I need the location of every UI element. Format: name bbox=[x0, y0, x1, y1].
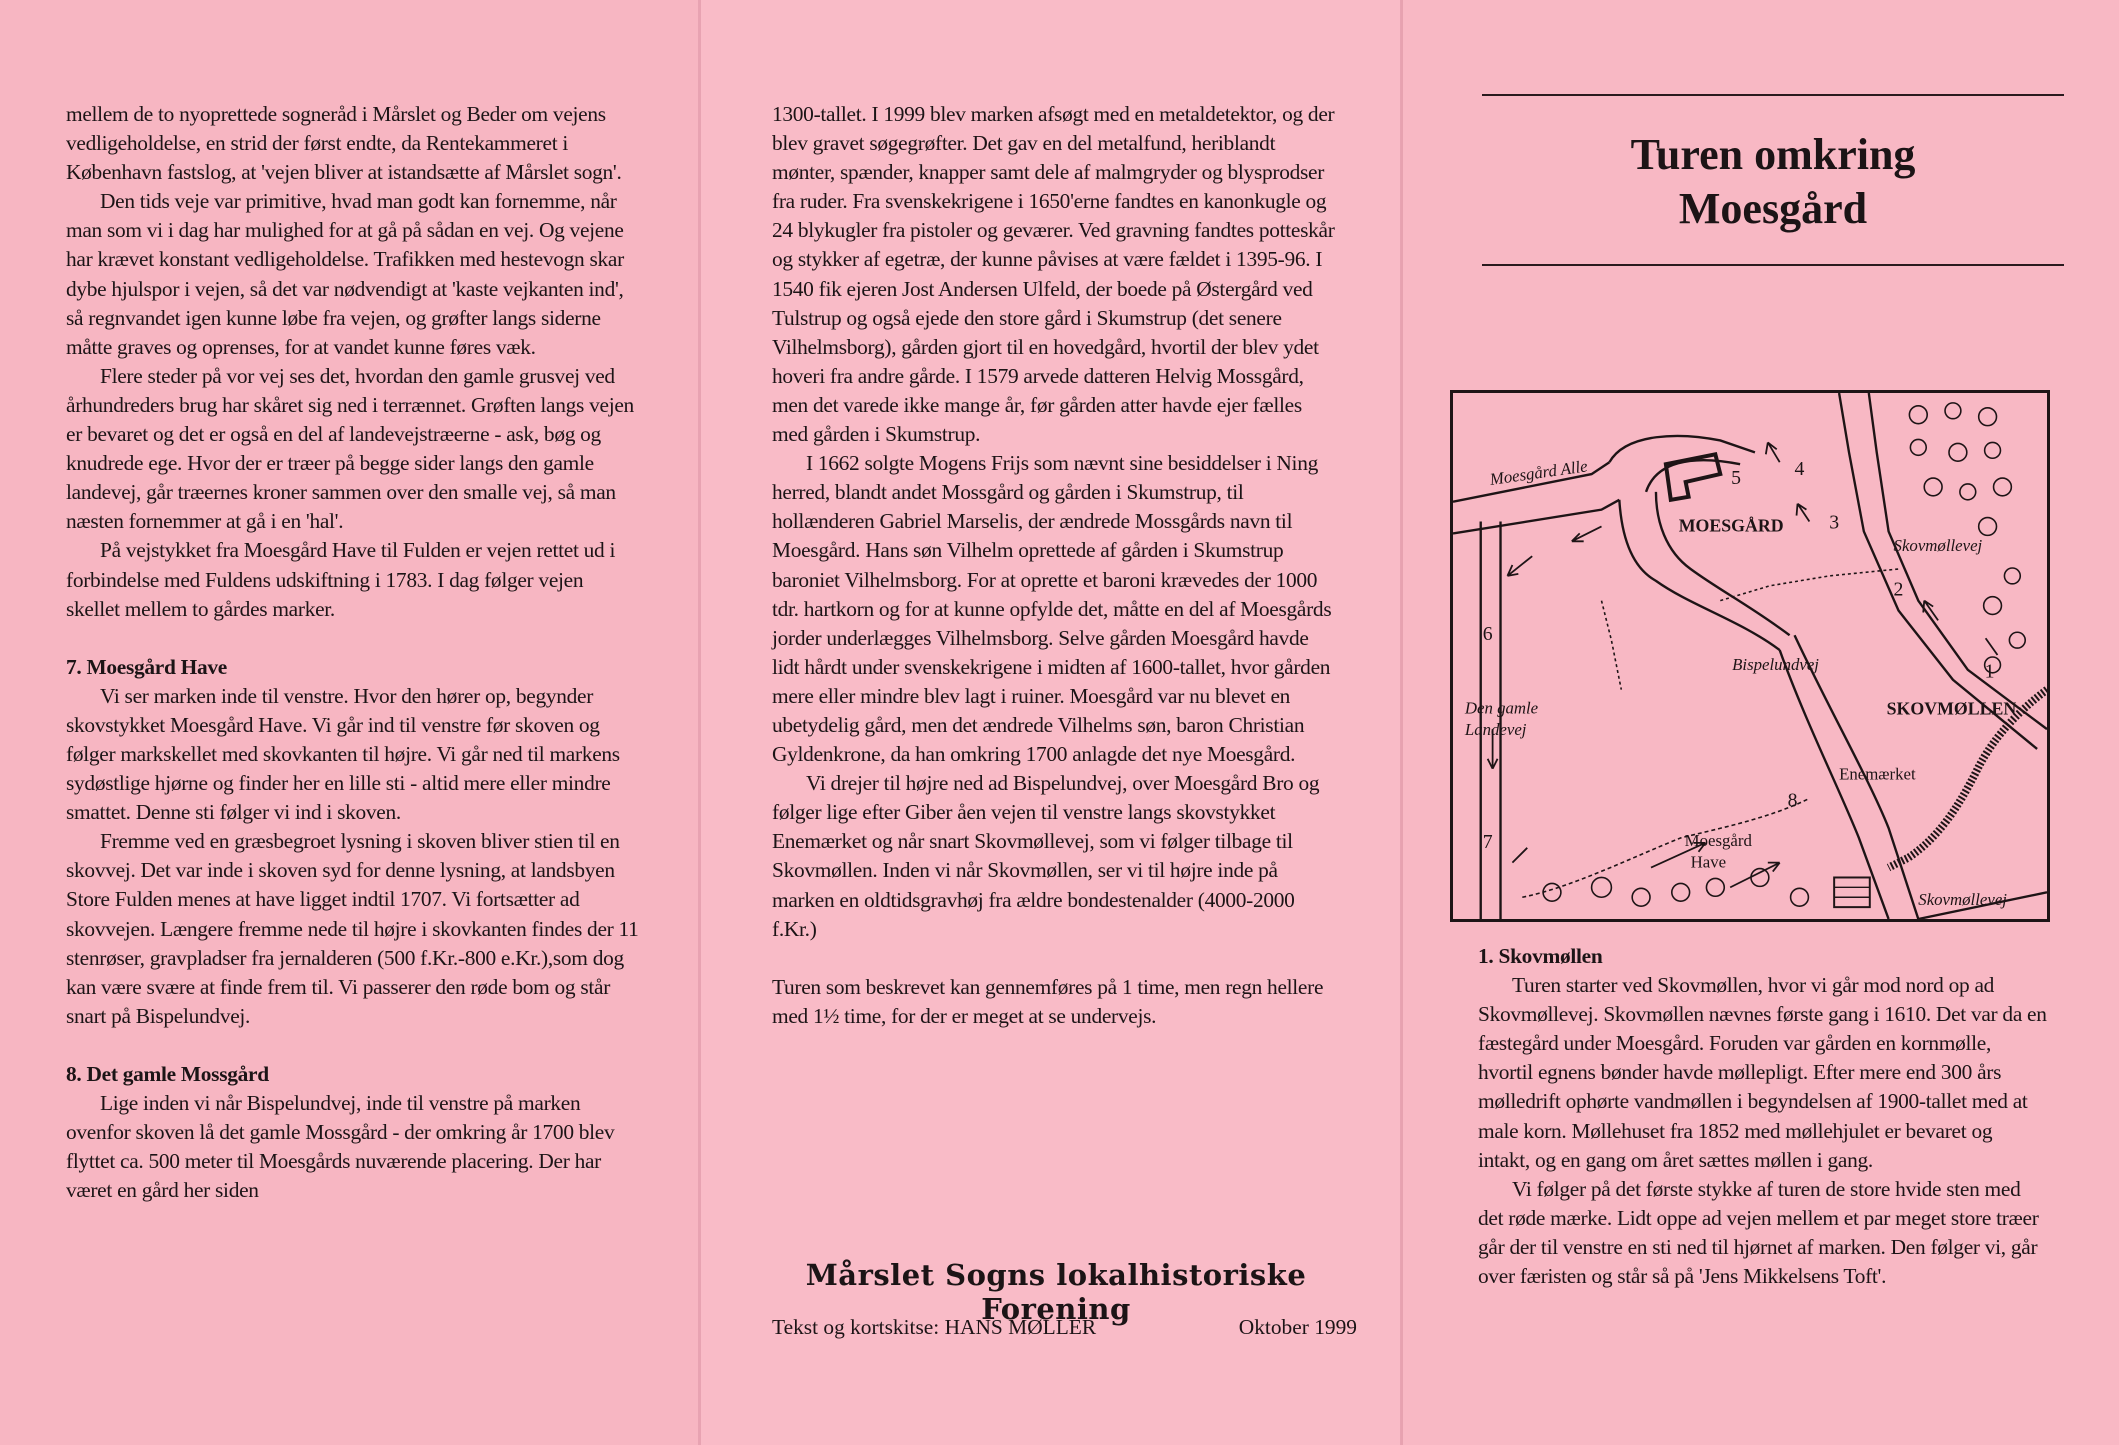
road-moesgaard-alle bbox=[1453, 500, 1619, 534]
right-column bbox=[1478, 942, 2048, 1291]
paragraph: Den tids veje var primitive, hvad man godt kan fornemme, når man som vi i dag har mulighed for at gå på sådan en vej. Og vejene har krævet konstant vedligeholdelse. Trafikken med hestevogn skar dybe hjulspor i vejen, så det var nødvendigt at 'kaste vejkanten ind', så regnvandet igen kunne løbe fra vejen, og grøfter langs siderne måtte graves og oprenses, for at vandet kunne føres væk. bbox=[66, 189, 624, 359]
paragraph: Fremme ved en græsbegroet lysning i skoven bliver stien til en skovvej. Det var inde i skoven syd for denne lysning, at landsbyen Store Fulden menes at have ligget indtil 1707. Vi fortsætter ad skovvejen. Længere fremme nede til højre i skovkanten findes der 11 stenrøser, gravpladser fra jernalderen (500 f.Kr.-800 e.Kr.),som dog kan være svære at finde frem til. Vi passerer den røde bom og står snart på Bispelundvej. bbox=[66, 829, 639, 1028]
stop-number-1: 1 bbox=[1984, 660, 1995, 683]
mill-house bbox=[1834, 877, 1870, 907]
title-rule-bottom bbox=[1482, 264, 2064, 266]
mill-house bbox=[1834, 887, 1870, 897]
map-label-enemaerket: Enemærket bbox=[1839, 764, 1916, 784]
left-column bbox=[66, 100, 640, 1205]
map-label-skovmollevej-bottom: Skovmøllevej bbox=[1918, 890, 2007, 910]
map-label-moesgaard-have-line2: Have bbox=[1690, 852, 1727, 872]
paragraph: Lige inden vi når Bispelundvej, inde til venstre på marken ovenfor skoven lå det gamle Mossgård - der omkring år 1700 blev flyttet ca. 500 meter til Moesgårds nuværende placering. Der har været en gård her siden bbox=[66, 1091, 615, 1203]
road-loop bbox=[1609, 436, 1755, 462]
stop-number-3: 3 bbox=[1829, 511, 1840, 534]
paragraph: Flere steder på vor vej ses det, hvordan den gamle grusvej ved århundreders brug har skåret sig ned i terrænnet. Grøften langs vejen er bevaret og det er også en del af landevejstræerne - ask, bøg og knudrede ege. Hvor der er træer på begge sider langs den gamle landevej, går træernes kroner sammen over den smalle vej, så man næsten fornemmer at gå i en 'hal'. bbox=[66, 363, 634, 534]
paragraph: mellem de to nyoprettede sogneråd i Mårslet og Beder om vejens vedligeholdelse, en strid der først endte, da Rentekammeret i København fastslog, at 'vejen bliver at istandsætte af Mårslet sogn'. bbox=[66, 102, 622, 185]
society-name: Mårslet Sogns lokalhistoriske Forening bbox=[805, 1258, 1307, 1326]
map-label-moesgaard-alle: Moesgård Alle bbox=[1488, 456, 1589, 489]
map-label-den-gamle-line1: Den gamle bbox=[1464, 698, 1539, 718]
credits bbox=[772, 1315, 1357, 1340]
stop-number-5: 5 bbox=[1731, 466, 1742, 489]
title-rule-top bbox=[1482, 94, 2064, 96]
stop-number-4: 4 bbox=[1794, 458, 1805, 481]
section-heading-8: 8. Det gamle Mossgård bbox=[66, 1061, 269, 1086]
fold-line bbox=[1400, 0, 1403, 1445]
map-label-den-gamle-line2: Landevej bbox=[1464, 720, 1527, 740]
road-loop bbox=[1646, 460, 1740, 492]
stop-number-8: 8 bbox=[1787, 789, 1798, 812]
stop-number-6: 6 bbox=[1482, 623, 1493, 646]
middle-column bbox=[772, 100, 1340, 1031]
paragraph: Vi ser marken inde til venstre. Hvor den hører op, begynder skovstykket Moesgård Have. Vi går ind til venstre før skoven og følger markskellet med skovkanten til højre. Vi går ned til markens sydøstlige hjørne og finder her en lille sti - altid mere eller mindre smattet. Denne sti følger vi ind i skoven. bbox=[66, 683, 620, 825]
stop-number-2: 2 bbox=[1893, 578, 1904, 601]
paragraph: Turen starter ved Skovmøllen, hvor vi går mod nord op ad Skovmøllevej. Skovmøllen nævnes første gang i 1610. Det var da en fæstegård under Moesgård. Foruden var gården en kornmølle, hvortil egnens bønder havde møllepligt. Efter mere end 300 års mølledrift ophørte vandmøllen i begyndelsen af 1900-tallet med at male korn. Møllehuset fra 1852 med møllehjulet er bevaret og intakt, og en gang om året sættes møllen i gang. bbox=[1478, 973, 2047, 1172]
road-skovmollevej bbox=[1839, 393, 2037, 749]
road-loop bbox=[1656, 492, 1790, 635]
paragraph: I 1662 solgte Mogens Frijs som nævnt sine besiddelser i Ning herred, blandt andet Mossgård og gården i Skumstrup, til hollænderen Gabriel Marselis, der ændrede Mossgårds navn til Moesgård. Hans søn Vilhelm oprettede af gården i Skumstrup baroniet Vilhelmsborg. For at oprette et baroni krævedes der 1000 tdr. hartkorn og for at kunne opfylde det, måtte en del af Moesgårds jorder underlægges Vilhelmsborg. Selve gården Moesgård havde lidt hårdt under svenskekrigene i midten af 1600-tallet, hvor gården mere eller mindre blev lagt i ruiner. Moesgård var nu blevet en ubetydelig gård, men det ændrede Vilhelms søn, baron Christian Gyldenkrone, da han omkring 1700 anlagde det nye Moesgård. bbox=[772, 451, 1332, 767]
map-label-skovmollevej-top: Skovmøllevej bbox=[1893, 536, 1983, 556]
paragraph: Vi drejer til højre ned ad Bispelundvej, over Moesgård Bro og følger lige efter Giber åen vejen til venstre langs skovstykket Enemærket og når snart Skovmøllevej, som vi følger tilbage til Skovmøllen. Inden vi når Skovmøllen, ser vi til højre inde på marken en oldtidsgravhøj fra ældre bondestenalder (4000-2000 f.Kr.) bbox=[772, 771, 1320, 941]
field-boundary bbox=[1602, 601, 1622, 690]
field-boundary bbox=[1720, 569, 1898, 601]
credit-date: Oktober 1999 bbox=[1238, 1315, 1357, 1339]
route-map-drawing bbox=[1453, 393, 2047, 919]
paragraph: Turen som beskrevet kan gennemføres på 1 time, men regn hellere med 1½ time, for der er meget at se undervejs. bbox=[772, 974, 1324, 1028]
map-label-bispelundvej: Bispelundvej bbox=[1732, 654, 1820, 674]
map-label-moesgaard: MOESGÅRD bbox=[1678, 515, 1784, 536]
credit-author: Tekst og kortskitse: HANS MØLLER bbox=[772, 1315, 1097, 1339]
paragraph: På vejstykket fra Moesgård Have til Fulden er vejen rettet ud i forbindelse med Fuldens udskiftning i 1783. I dag følger vejen skellet mellem to gårdes marker. bbox=[66, 538, 616, 621]
stop-number-7: 7 bbox=[1482, 830, 1493, 853]
brochure-title bbox=[1482, 128, 2064, 236]
map-label-skovmollen: SKOVMØLLEN bbox=[1886, 698, 2017, 719]
paragraph: Vi følger på det første stykke af turen de store hvide sten med det røde mærke. Lidt oppe ad vejen mellem et par meget store træer går der til venstre en sti ned til hjørnet af marken. Den følger vi, går over færisten og står så på 'Jens Mikkelsens Toft'. bbox=[1478, 1176, 2039, 1289]
route-map bbox=[1450, 390, 2050, 922]
section-heading-1: 1. Skovmøllen bbox=[1478, 944, 1603, 968]
fold-line bbox=[698, 0, 701, 1445]
title-line-2: Moesgård bbox=[1678, 184, 1868, 233]
paragraph: 1300-tallet. I 1999 blev marken afsøgt med en metaldetektor, og der blev gravet søgegrøfter. Det gav en del metalfund, heriblandt mønter, spænder, knapper samt dele af malmgryder og blysprodser fra ruder. Fra svenskekrigene i 1650'erne fandtes en kanonkugle og 24 blykugler fra pistoler og geværer. Ved gravning fandtes potteskår og stykker af egetræ, der kunne påvises at være fældet i 1395-96. I 1540 fik ejeren Jost Andersen Ulfeld, der boede på Østergård ved Tulstrup og også ejede den store gård i Skumstrup (det senere Vilhelmsborg), gården gjort til en hovedgård, hvortil der blev ydet hoveri fra andre gårde. I 1579 arvede datteren Helvig Mossgård, men det varede ikke mange år, før gården atter havde ejer fælles med gården i Skumstrup. bbox=[772, 102, 1335, 447]
title-line-1: Turen omkring bbox=[1630, 130, 1916, 179]
section-heading-7: 7. Moesgård Have bbox=[66, 654, 227, 679]
map-label-moesgaard-have-line1: Moesgård bbox=[1684, 830, 1752, 850]
